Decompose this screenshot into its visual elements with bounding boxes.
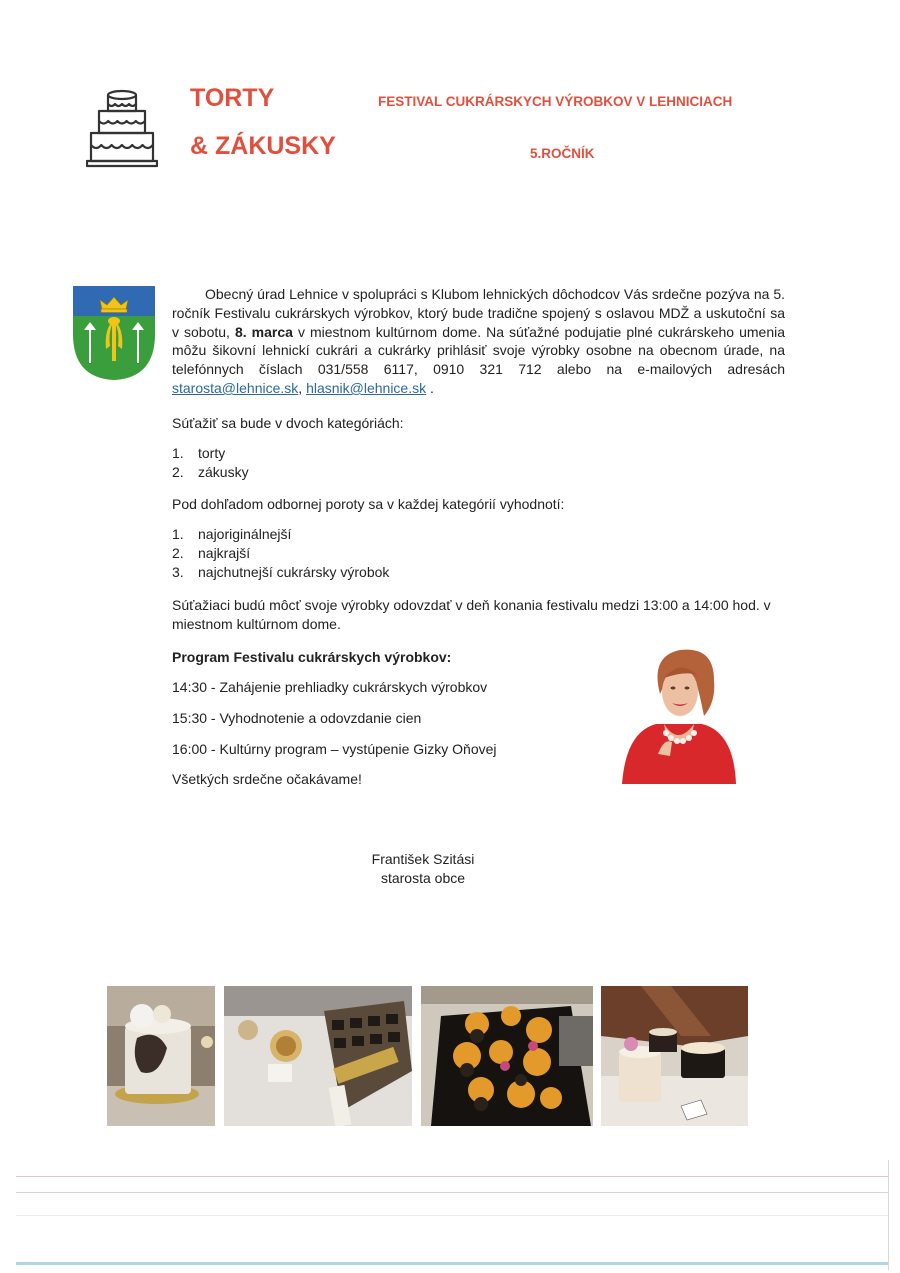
program-time: 14:30 xyxy=(172,679,208,695)
page-edge xyxy=(888,1160,889,1270)
list-item xyxy=(172,525,389,544)
list-item xyxy=(172,544,389,563)
title-torty: TORTY xyxy=(190,84,275,112)
categories-intro: Súťažiť sa bude v dvoch kategóriách: xyxy=(172,415,404,431)
program-text: - Kultúrny program – vystúpenie Gizky Oňovej xyxy=(207,741,497,757)
list-item xyxy=(172,463,249,482)
singer-portrait-photo xyxy=(620,634,738,784)
cupcake-photo xyxy=(421,986,593,1126)
list-item xyxy=(172,563,389,582)
program-text: - Vyhodnotenie a odovzdanie cien xyxy=(207,710,422,726)
list-number: 1. xyxy=(172,526,184,542)
program-text: - Zahájenie prehliadky cukrárskych výrobkov xyxy=(207,679,488,695)
event-date: 8. marca xyxy=(234,323,293,340)
scan-line xyxy=(16,1215,888,1216)
edition-label: 5.ROČNÍK xyxy=(530,146,595,161)
signature-role: starosta obce xyxy=(380,869,466,886)
list-label: zákusky xyxy=(198,464,249,480)
pastry-photo xyxy=(224,986,412,1126)
program-time: 15:30 xyxy=(172,710,208,726)
program-item xyxy=(172,709,421,728)
categories-list xyxy=(172,444,249,482)
evaluation-list xyxy=(172,525,389,582)
evaluation-intro: Pod dohľadom odbornej poroty sa v každej kategórií vyhodnotí: xyxy=(172,496,565,512)
intro-text-cont: v miestnom kultúrnom dome. Na súťažné podujatie plné cukrárskeho umenia môžu šikovní lehnickí cukrári a cukrárky prihlásiť svoje výrobky osobne na obecnom úrade, na telefónnych číslach 031/558 6117, 0910 321 712 alebo na e-mailových adresách xyxy=(172,323,786,378)
cake-icon xyxy=(86,86,158,178)
list-number: 2. xyxy=(172,464,184,480)
email-link-hlasnik[interactable]: hlasnik@lehnice.sk xyxy=(306,379,427,396)
signature-block xyxy=(300,850,546,888)
scan-line xyxy=(16,1176,888,1177)
program-time: 16:00 xyxy=(172,741,208,757)
festival-name: FESTIVAL CUKRÁRSKYCH VÝROBKOV V LEHNICIACH xyxy=(378,94,733,109)
list-label: najoriginálnejší xyxy=(198,526,292,542)
list-label: najkrajší xyxy=(198,545,251,561)
title-zakusky: & ZÁKUSKY xyxy=(190,132,336,160)
intro-end: . xyxy=(426,379,434,396)
list-number: 2. xyxy=(172,545,184,561)
cakes-display-photo xyxy=(601,986,748,1126)
list-label: najchutnejší cukrársky výrobok xyxy=(198,564,390,580)
scan-line xyxy=(16,1192,888,1193)
program-item xyxy=(172,740,497,759)
email-link-starosta[interactable]: starosta@lehnice.sk xyxy=(172,379,299,396)
intro-text: Obecný úrad Lehnice v spolupráci s Klubom lehnických dôchodcov Vás srdečne pozýva na 5. ročník Festivalu cukrárskych výrobkov, ktorý bude tradične spojený s oslavou MDŽ a uskutoční sa v sobotu, xyxy=(172,286,785,340)
list-number: 3. xyxy=(172,564,184,580)
program-item xyxy=(172,678,487,697)
closing-line: Všetkých srdečne očakávame! xyxy=(172,771,362,787)
signature-name: František Szitási xyxy=(371,851,475,867)
list-number: 1. xyxy=(172,445,184,461)
handover-paragraph: Súťažiaci budú môcť svoje výrobky odovzdať v deň konania festivalu medzi 13:00 a 14:00 hod. v miestnom kultúrnom dome. xyxy=(172,597,771,632)
scan-line xyxy=(16,1262,888,1265)
list-item xyxy=(172,444,249,463)
intro-paragraph xyxy=(172,285,785,398)
cake-photo xyxy=(107,986,215,1126)
list-label: torty xyxy=(198,445,226,461)
email-separator: , xyxy=(298,379,307,396)
program-title: Program Festivalu cukrárskych výrobkov: xyxy=(172,649,452,665)
coat-of-arms-icon xyxy=(72,285,156,381)
